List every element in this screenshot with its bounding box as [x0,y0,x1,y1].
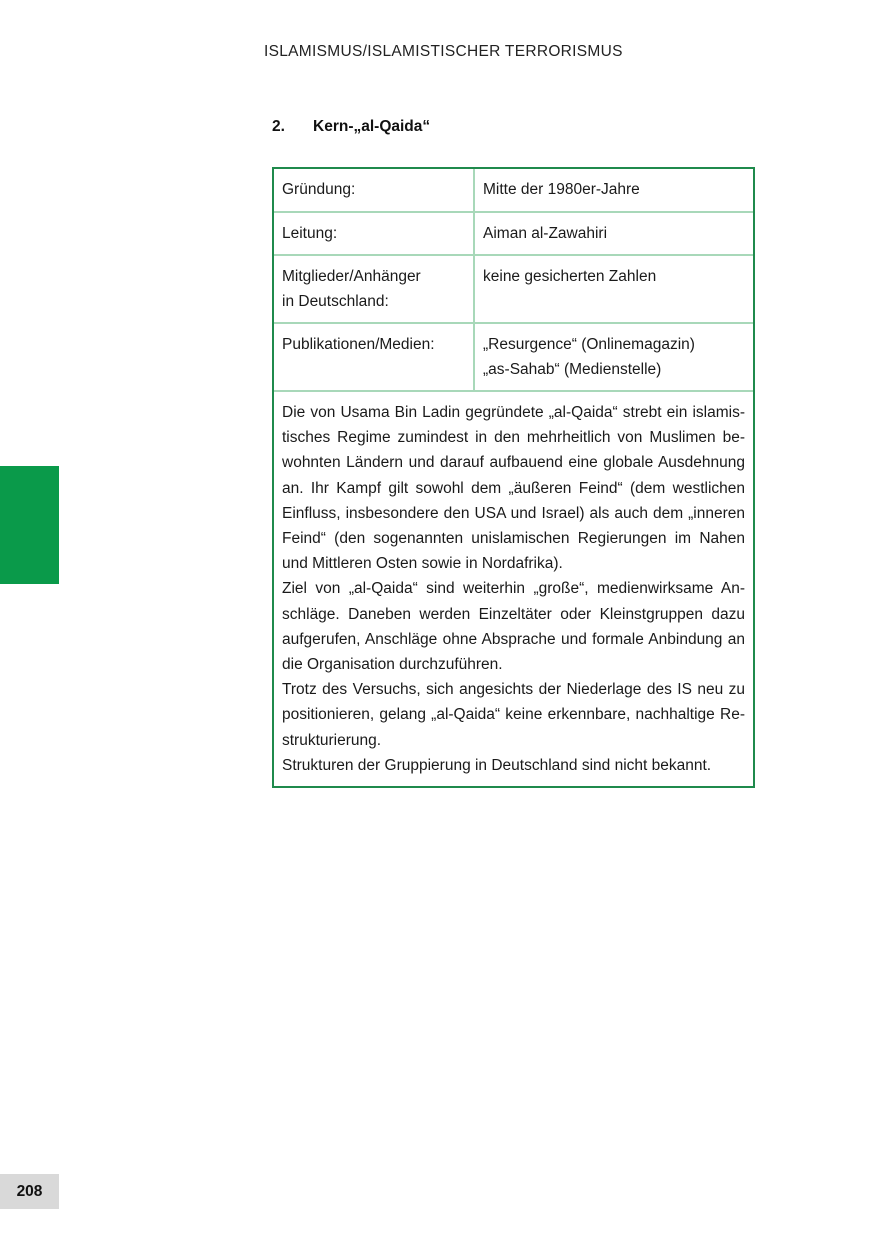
row-label: Leitung: [274,212,474,255]
page-number: 208 [0,1174,59,1209]
row-label [274,255,474,323]
row-value: keine gesicherten Zahlen [474,255,753,323]
row-label-line: Mitglieder/Anhänger [282,268,421,285]
table-row [274,323,753,391]
table-row [274,212,753,255]
profile-box [272,167,755,788]
description-paragraph: Strukturen der Gruppierung in Deutschland sind nicht bekannt. [282,756,712,774]
section-number: 2. [272,118,285,135]
description-text [274,392,753,786]
row-value: Mitte der 1980er-Jahre [474,169,753,212]
profile-table [274,169,753,392]
row-value: Aiman al-Zawahiri [474,212,753,255]
row-label: Gründung: [274,169,474,212]
description-paragraph: Die von Usama Bin Ladin gegründete „al-Qaida“ strebt ein islamistisches Regime zumindest in den mehrheitlich von Muslimen bewohnten Ländern und darauf aufbauend eine globale Ausdehnung an. Ihr Kampf gilt sowohl dem „äußeren Feind“ (dem westlichen Einfluss, insbesondere den USA und Israel) als auch dem „inneren Feind“ (den sogenannten unislamischen Regierungen im Nahen und Mittleren Osten sowie in Nordafrika). [282,404,745,573]
section-title: Kern-„al-Qaida“ [313,118,431,135]
description-paragraph: Trotz des Versuchs, sich angesichts der Niederlage des IS neu zu positionieren, gelang „al-Qaida“ keine erkennbare, nachhaltige Restrukturierung. [282,681,745,749]
row-value-line: „Resurgence“ (Onlinemagazin) [483,336,695,353]
table-row [274,255,753,323]
row-value [474,323,753,391]
description-paragraph: Ziel von „al-Qaida“ sind weiterhin „große“, medienwirksame Anschläge. Daneben werden Einzeltäter oder Kleinstgruppen dazu aufgerufen, Anschläge ohne Absprache und formale Anbindung an die Organisation durchzuführen. [282,580,745,674]
row-value-line: „as-Sahab“ (Medienstelle) [483,361,662,378]
row-label: Publikationen/Medien: [274,323,474,391]
running-header: ISLAMISMUS/ISLAMISTISCHER TERRORISMUS [264,43,623,60]
section-heading [272,118,430,136]
row-label-line: in Deutschland: [282,293,389,310]
chapter-side-tab [0,466,59,584]
table-row [274,169,753,212]
